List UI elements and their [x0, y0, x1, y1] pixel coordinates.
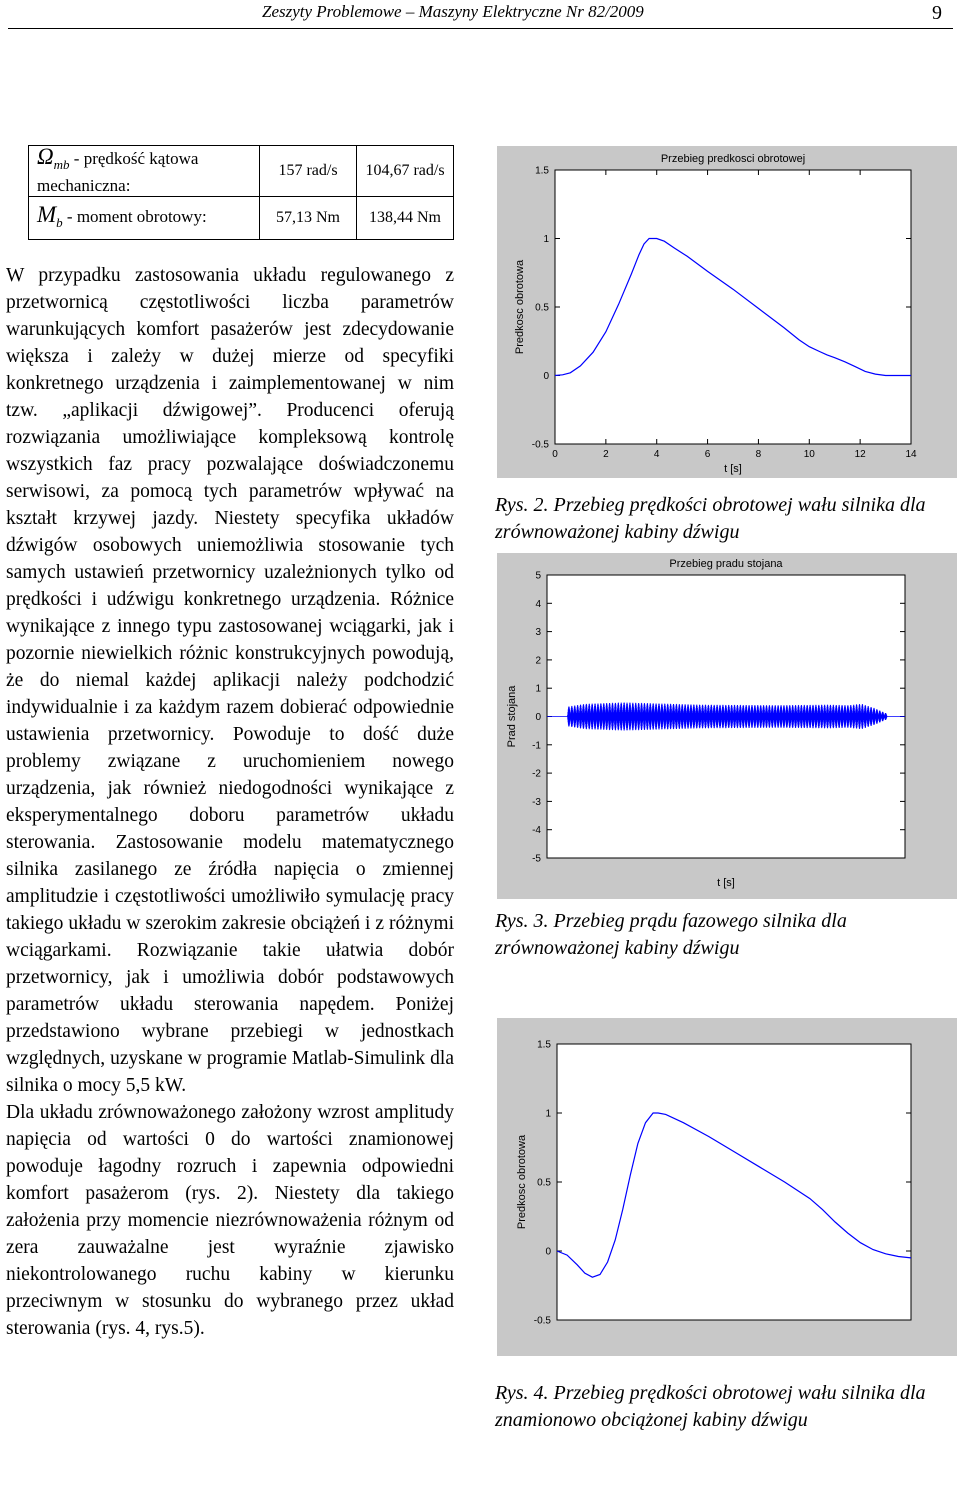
series-line	[547, 702, 905, 730]
parameters-table	[28, 145, 454, 240]
speed-chart-loaded	[497, 1018, 957, 1356]
parameter-symbol: M	[37, 201, 57, 227]
figure-3	[497, 553, 957, 899]
x-axis-label: t [s]	[724, 463, 742, 475]
y-tick-label: 1.5	[535, 165, 549, 177]
figure-2	[497, 146, 957, 478]
x-tick-label: 8	[755, 449, 762, 460]
table-row	[29, 146, 454, 197]
parameter-subscript: mb	[53, 157, 70, 172]
figure-2-caption: Rys. 2. Przebieg prędkości obrotowej wału silnika dla zrównoważonej kabiny dźwigu	[495, 494, 926, 543]
x-tick-label: 10	[803, 449, 815, 460]
x-tick-label: 4	[653, 449, 660, 460]
y-tick-label: -2	[532, 768, 541, 780]
y-tick-label: 1.5	[537, 1039, 551, 1051]
body-paragraph: Dla układu zrównoważonego założony wzrost amplitudy napięcia od wartości 0 do wartości znamionowej powoduje łagodny rozruch i zapewnia odpowiedni komfort pasażerom (rys. 2). Niestety dla takiego założenia przy momencie niezrównoważenia różnym od zera zauważalne jest wyraźnie zjawisko niekontrolowanego ruchu kabiny w kierunku przeciwnym w stosunku do wybranego przez układ sterowania (rys. 4, rys.5).	[6, 1102, 454, 1339]
page-header	[0, 0, 960, 40]
y-tick-label: 0.5	[535, 302, 549, 314]
x-tick-label: 6	[704, 449, 711, 460]
y-tick-label: 1	[545, 1108, 551, 1120]
parameter-value: 157 rad/s	[260, 146, 357, 197]
parameter-description: - prędkość kątowa mechaniczna:	[37, 149, 199, 195]
parameter-description: - moment obrotowy:	[62, 206, 207, 226]
plot-area	[557, 1044, 911, 1320]
x-axis-label: t [s]	[717, 877, 735, 889]
table-row	[29, 197, 454, 240]
header-rule	[8, 28, 953, 29]
parameter-subscript: b	[56, 214, 63, 230]
y-tick-label: -5	[532, 853, 541, 865]
y-tick-label: 2	[535, 655, 541, 667]
plot-area	[555, 170, 911, 444]
parameter-label	[29, 197, 260, 240]
y-tick-label: 0.5	[537, 1177, 551, 1189]
page-number: 9	[932, 2, 942, 24]
body-text	[6, 262, 454, 1342]
y-tick-label: 3	[535, 627, 541, 639]
y-tick-label: 1	[543, 234, 549, 245]
journal-title: Zeszyty Problemowe – Maszyny Elektryczne Nr 82/2009	[262, 2, 644, 21]
chart-title: Przebieg predkosci obrotowej	[660, 153, 806, 165]
parameter-symbol: Ω	[37, 144, 54, 169]
figure-3-caption: Rys. 3. Przebieg prądu fazowego silnika dla zrównoważonej kabiny dźwigu	[495, 910, 847, 959]
speed-chart-balanced	[497, 146, 957, 478]
parameter-value: 104,67 rad/s	[357, 146, 454, 197]
figure-4-caption: Rys. 4. Przebieg prędkości obrotowej wału silnika dla znamionowo obciążonej kabiny dźwigu	[495, 1382, 926, 1431]
x-tick-label: 12	[854, 449, 866, 460]
y-tick-label: 4	[535, 598, 541, 610]
figure-4	[497, 1018, 957, 1356]
y-axis-label: Predkosc obrotowa	[514, 259, 526, 355]
y-axis-label: Predkosc obrotowa	[516, 1134, 528, 1230]
x-tick-label: 14	[905, 449, 917, 460]
x-tick-label: 2	[603, 449, 609, 460]
y-tick-label: -4	[532, 825, 541, 837]
y-tick-label: -0.5	[533, 1315, 551, 1327]
y-tick-label: 0	[545, 1246, 551, 1258]
parameter-value: 138,44 Nm	[357, 197, 454, 240]
y-tick-label: 0	[543, 371, 549, 382]
x-tick-label: 0	[552, 449, 558, 460]
y-axis-label: Prad stojana	[506, 685, 518, 748]
body-paragraph: W przypadku zastosowania układu regulowanego z przetwornicą częstotliwości liczba parametrów warunkujących komfort pasażerów jest zdecydowanie większa i zależy w dużej mierze od specyfiki konkretnego urządzenia i zaimplementowanej w nim tzw. „aplikacji dźwigowej”. Producenci oferują rozwiązania umożliwiające kompleksową kontrolę wszystkich faz pracy pozwalające doświadczonemu serwisowi, za pomocą tych parametrów wpływać na kształt krzywej jazdy. Niestety specyfika układów dźwigów osobowych uniemożliwia stosowanie tych samych ustawień przetwornicy uzależnionych tylko od prędkości i udźwigu konkretnego urządzenia. Różnice wynikające z innego typu zastosowanej wciągarki, jak i pozornie niewielkich różnic konstrukcyjnych powodują, że do niemal każdej aplikacji należy podchodzić indywidualnie i za każdym razem dobierać odpowiednie ustawienia przetwornicy. Powoduje to dość duże problemy związane z uruchomieniem nowego urządzenia, jak również niedogodności wynikające z eksperymentalnego doboru parametrów układu sterowania. Zastosowanie modelu matematycznego silnika zasilanego ze źródła napięcia o zmiennej amplitudzie i częstotliwości umożliwiło symulację pracy takiego układu w szerokim zakresie obciążeń i z różnymi wciągarkami. Rozwiązanie takie ułatwia dobór przetwornicy, jak i umożliwia dobór podstawowych parametrów układu sterowania napędem. Poniżej przedstawiono wybrane przebiegi w jednostkach względnych, uzyskane w programie Matlab-Simulink dla silnika o mocy 5,5 kW.	[6, 265, 454, 1096]
y-tick-label: 0	[535, 712, 541, 723]
chart-title: Przebieg pradu stojana	[669, 558, 783, 570]
parameter-value: 57,13 Nm	[260, 197, 357, 240]
y-tick-label: -3	[532, 796, 541, 808]
y-tick-label: 1	[535, 683, 541, 695]
parameter-label	[29, 146, 260, 197]
current-chart	[497, 553, 957, 899]
y-tick-label: -1	[532, 740, 541, 752]
y-tick-label: 5	[535, 570, 541, 582]
y-tick-label: -0.5	[531, 439, 549, 451]
